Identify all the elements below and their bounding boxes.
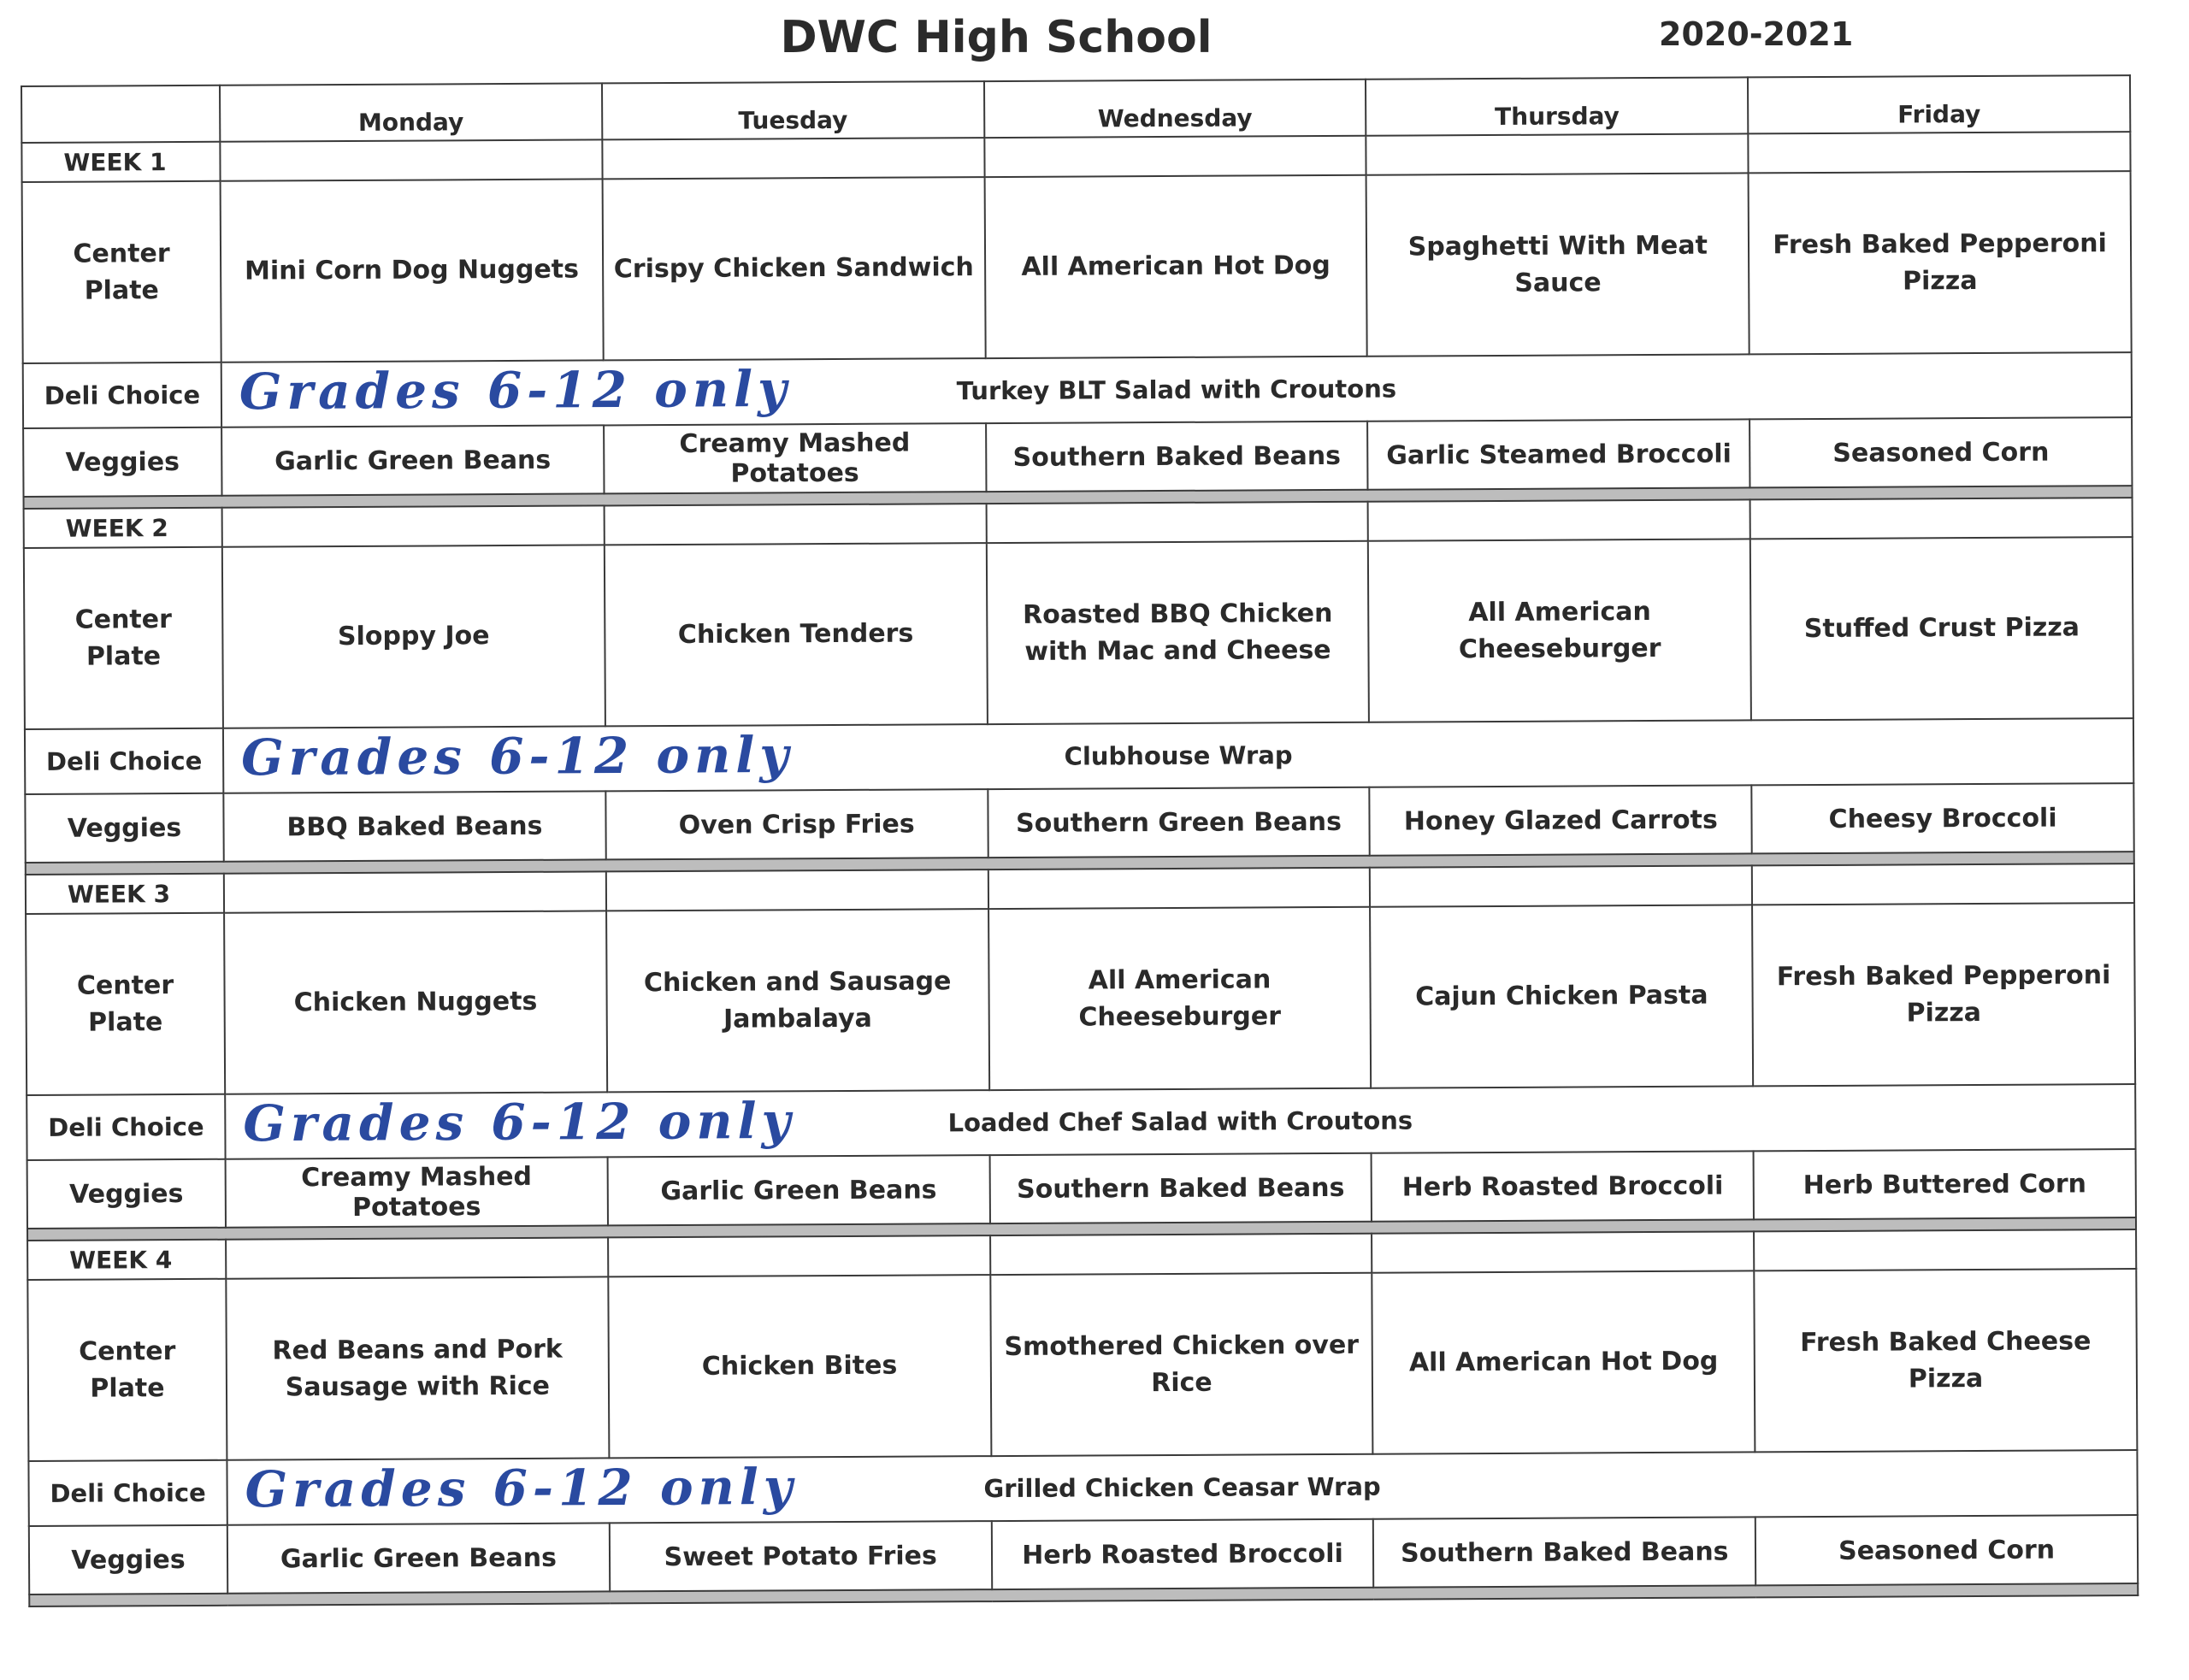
week-label-blank-cell	[990, 1234, 1372, 1275]
week-label-blank-cell	[1372, 1231, 1754, 1272]
week-4-veggies-row	[29, 1515, 2138, 1595]
veggies-thursday: Honey Glazed Carrots	[1370, 785, 1752, 855]
veggies-label: Veggies	[29, 1525, 227, 1595]
veggies-tuesday: Sweet Potato Fries	[610, 1521, 992, 1591]
deli-choice-cell	[227, 1450, 2137, 1525]
veggies-monday: BBQ Baked Beans	[223, 791, 605, 861]
veggies-thursday: Garlic Steamed Broccoli	[1367, 419, 1749, 489]
center-plate-friday: Fresh Baked Pepperoni Pizza	[1752, 903, 2135, 1086]
veggies-wednesday: Southern Baked Beans	[989, 1153, 1372, 1223]
week-1-veggies-row	[23, 417, 2132, 497]
center-plate-monday: Chicken Nuggets	[224, 911, 607, 1093]
center-plate-label: Center Plate	[26, 913, 225, 1095]
handwritten-grades-note: Grades 6-12 only	[245, 1457, 798, 1519]
deli-choice-label: Deli Choice	[25, 728, 223, 794]
deli-choice-label: Deli Choice	[23, 363, 221, 428]
week-2-veggies-row	[25, 783, 2133, 863]
veggies-thursday: Southern Baked Beans	[1373, 1517, 1755, 1587]
week-label: WEEK 3	[26, 874, 224, 914]
week-label-blank-cell	[1754, 1229, 2136, 1270]
day-header-monday: Monday	[220, 83, 602, 141]
menu-table	[21, 74, 2139, 1607]
week-4-deli-choice-row	[28, 1450, 2137, 1526]
veggies-wednesday: Southern Green Beans	[988, 787, 1370, 858]
center-plate-wednesday: Roasted BBQ Chicken with Mac and Cheese	[986, 541, 1369, 724]
week-1-center-plate-row	[22, 171, 2132, 363]
week-label-blank-cell	[222, 505, 605, 546]
week-label: WEEK 4	[27, 1240, 226, 1280]
veggies-friday: Seasoned Corn	[1755, 1515, 2138, 1585]
week-4-center-plate-row	[27, 1269, 2137, 1461]
veggies-tuesday: Oven Crisp Fries	[605, 789, 988, 859]
deli-choice-item: Grilled Chicken Ceasar Wrap	[983, 1471, 1381, 1504]
week-3-center-plate-row	[26, 903, 2135, 1095]
center-plate-wednesday: Smothered Chicken over Rice	[990, 1273, 1373, 1456]
center-plate-thursday: Cajun Chicken Pasta	[1370, 905, 1753, 1088]
week-3-deli-choice-row	[27, 1084, 2135, 1160]
center-plate-tuesday: Chicken Bites	[608, 1275, 991, 1458]
week-label-blank-cell	[1368, 499, 1750, 540]
week-label-blank-cell	[1370, 865, 1752, 906]
center-plate-wednesday: All American Hot Dog	[984, 175, 1367, 358]
week-label-blank-cell	[1752, 864, 2134, 905]
center-plate-label: Center Plate	[24, 547, 223, 729]
center-plate-friday: Stuffed Crust Pizza	[1750, 537, 2133, 720]
week-label-blank-cell	[988, 868, 1370, 909]
week-label-blank-cell	[986, 502, 1368, 543]
week-label-blank-cell	[1366, 133, 1749, 174]
center-plate-monday: Mini Corn Dog Nuggets	[221, 179, 604, 362]
day-header-tuesday: Tuesday	[602, 81, 984, 139]
center-plate-thursday: Spaghetti With Meat Sauce	[1366, 173, 1749, 356]
center-plate-monday: Red Beans and Pork Sausage with Rice	[226, 1276, 609, 1459]
veggies-monday: Creamy Mashed Potatoes	[226, 1157, 608, 1227]
veggies-friday: Herb Buttered Corn	[1754, 1149, 2136, 1219]
page-title: DWC High School	[780, 12, 1213, 63]
center-plate-label: Center Plate	[27, 1279, 227, 1461]
handwritten-grades-note: Grades 6-12 only	[243, 1091, 796, 1153]
veggies-label: Veggies	[27, 1159, 226, 1229]
week-label-blank-cell	[604, 504, 986, 545]
week-label-blank-cell	[220, 139, 602, 180]
center-plate-wednesday: All American Cheeseburger	[988, 907, 1372, 1090]
veggies-tuesday: Garlic Green Beans	[607, 1155, 989, 1225]
week-2-deli-choice-row	[25, 718, 2133, 794]
center-plate-label: Center Plate	[22, 181, 221, 363]
veggies-label: Veggies	[25, 793, 223, 863]
center-plate-friday: Fresh Baked Cheese Pizza	[1754, 1269, 2137, 1452]
week-label-blank-cell	[1750, 498, 2133, 539]
week-label-blank-cell	[226, 1237, 608, 1278]
deli-choice-label: Deli Choice	[28, 1460, 227, 1526]
veggies-friday: Cheesy Broccoli	[1752, 783, 2134, 853]
week-label-blank-cell	[608, 1235, 990, 1276]
center-plate-friday: Fresh Baked Pepperoni Pizza	[1749, 171, 2132, 354]
week-1-deli-choice-row	[23, 352, 2132, 428]
center-plate-tuesday: Chicken and Sausage Jambalaya	[606, 909, 989, 1092]
week-label-blank-cell	[984, 136, 1366, 177]
week-label: WEEK 2	[24, 508, 222, 548]
deli-choice-cell	[223, 718, 2133, 793]
veggies-monday: Garlic Green Beans	[227, 1523, 610, 1593]
veggies-label: Veggies	[23, 427, 221, 497]
center-plate-tuesday: Chicken Tenders	[605, 543, 988, 726]
deli-choice-item: Clubhouse Wrap	[1064, 740, 1293, 771]
center-plate-thursday: All American Cheeseburger	[1368, 539, 1751, 722]
week-label-blank-cell	[602, 138, 984, 179]
veggies-friday: Seasoned Corn	[1749, 417, 2132, 487]
week-label: WEEK 1	[21, 142, 220, 182]
corner-cell	[21, 85, 220, 143]
week-3-veggies-row	[27, 1149, 2136, 1229]
day-header-friday: Friday	[1748, 75, 2130, 133]
veggies-thursday: Herb Roasted Broccoli	[1372, 1151, 1754, 1221]
deli-choice-cell	[221, 352, 2132, 427]
week-label-blank-cell	[1749, 132, 2131, 173]
day-header-wednesday: Wednesday	[984, 80, 1366, 138]
deli-choice-label: Deli Choice	[27, 1094, 225, 1160]
deli-choice-cell	[225, 1084, 2135, 1159]
school-year: 2020-2021	[1659, 15, 1854, 53]
week-label-blank-cell	[224, 871, 606, 912]
center-plate-tuesday: Crispy Chicken Sandwich	[602, 177, 985, 360]
handwritten-grades-note: Grades 6-12 only	[240, 725, 794, 787]
menu-sheet	[21, 74, 2137, 1607]
week-2-center-plate-row	[24, 537, 2133, 729]
veggies-wednesday: Southern Baked Beans	[986, 421, 1368, 492]
week-label-blank-cell	[606, 869, 988, 911]
veggies-tuesday: Creamy Mashed Potatoes	[604, 423, 986, 493]
center-plate-thursday: All American Hot Dog	[1372, 1270, 1755, 1453]
deli-choice-item: Turkey BLT Salad with Croutons	[956, 374, 1397, 406]
center-plate-monday: Sloppy Joe	[222, 545, 605, 728]
deli-choice-item: Loaded Chef Salad with Croutons	[947, 1105, 1413, 1138]
handwritten-grades-note: Grades 6-12 only	[239, 359, 792, 421]
veggies-monday: Garlic Green Beans	[221, 425, 604, 495]
day-header-thursday: Thursday	[1366, 77, 1748, 135]
veggies-wednesday: Herb Roasted Broccoli	[991, 1519, 1373, 1589]
